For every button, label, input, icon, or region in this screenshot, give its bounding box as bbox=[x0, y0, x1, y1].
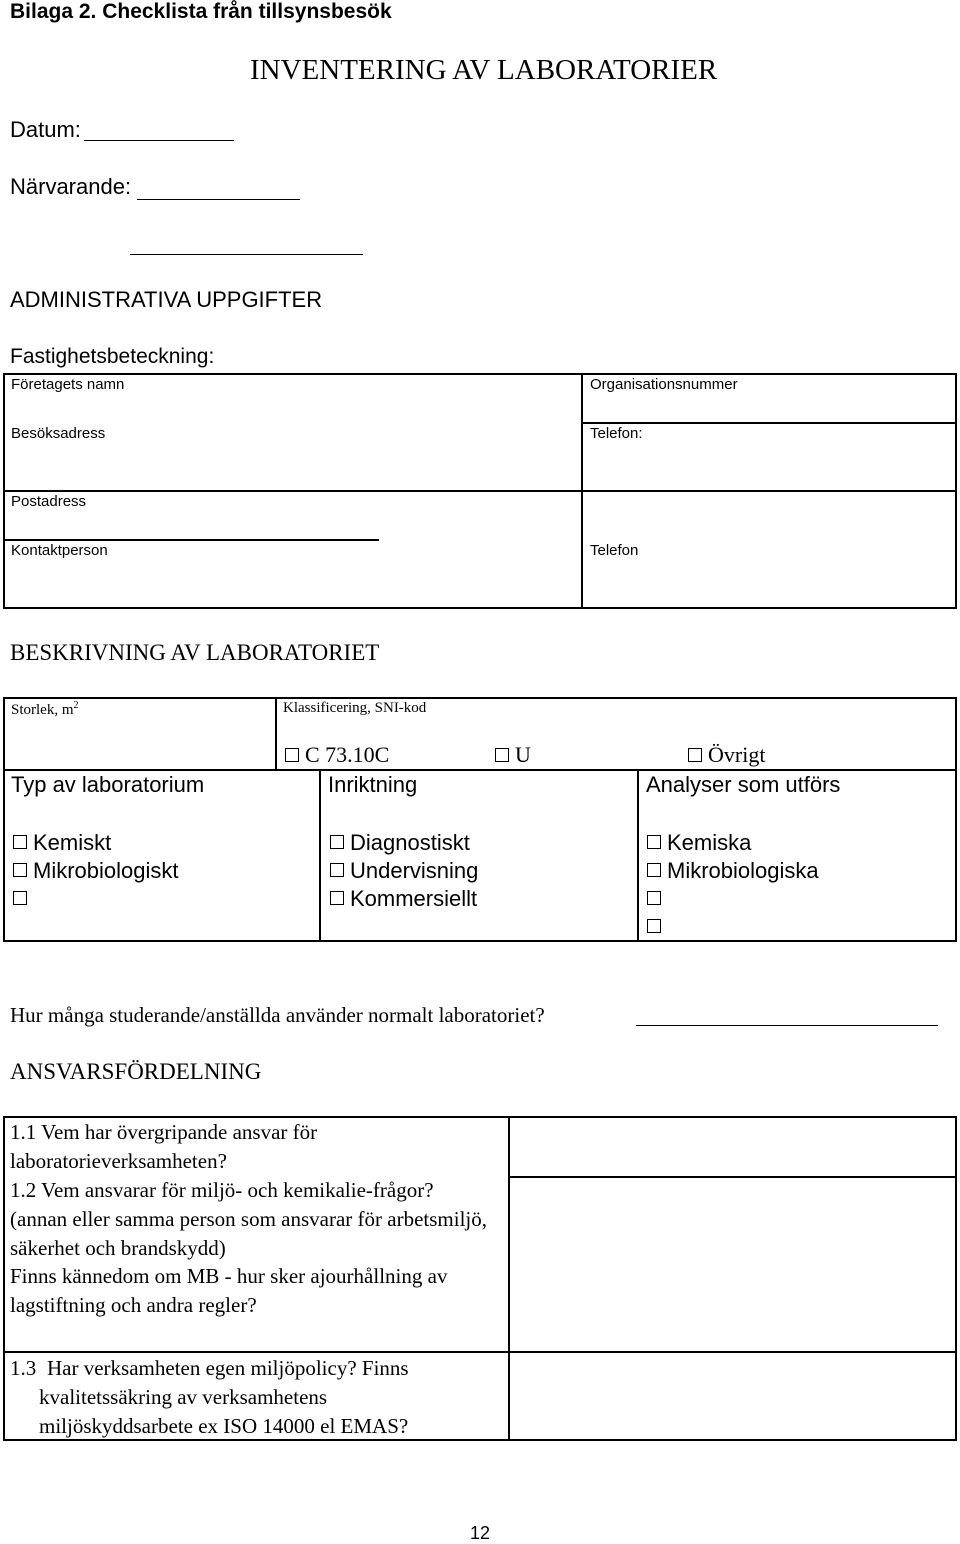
appendix-title: Bilaga 2. Checklista från tillsynsbesök bbox=[10, 0, 392, 23]
date-field-line[interactable] bbox=[84, 140, 234, 141]
analyses-option-blank-1[interactable] bbox=[647, 886, 667, 912]
size-label: Storlek, $m^2$ bbox=[11, 700, 79, 718]
contact-person-label: Kontaktperson bbox=[11, 542, 108, 559]
date-label: Datum: bbox=[10, 117, 81, 142]
direction-option-diagnostic[interactable]: Diagnostiskt bbox=[330, 830, 470, 856]
analyses-option-chemical[interactable]: Kemiska bbox=[647, 830, 751, 856]
type-option-blank[interactable] bbox=[13, 886, 33, 912]
lab-table bbox=[3, 697, 957, 942]
lab-row-line bbox=[3, 769, 957, 771]
responsibility-row-line-2 bbox=[3, 1351, 957, 1353]
responsibility-row-line-1 bbox=[508, 1176, 957, 1178]
checkbox-icon[interactable] bbox=[13, 835, 27, 849]
lab-heading: BESKRIVNING AV LABORATORIET bbox=[10, 640, 380, 665]
lab-type-header: Typ av laboratorium bbox=[11, 772, 205, 797]
direction-option-teaching[interactable]: Undervisning bbox=[330, 858, 478, 884]
direction-header: Inriktning bbox=[328, 772, 418, 797]
type-option-microbio[interactable]: Mikrobiologiskt bbox=[13, 858, 179, 884]
checkbox-icon[interactable] bbox=[647, 919, 661, 933]
present-field-line-1[interactable] bbox=[137, 199, 300, 200]
direction-option-commercial[interactable]: Kommersiellt bbox=[330, 886, 477, 912]
checkbox-icon[interactable] bbox=[647, 835, 661, 849]
lab-size-divider bbox=[275, 697, 277, 770]
postal-address-label: Postadress bbox=[11, 493, 87, 510]
checkbox-icon[interactable] bbox=[647, 891, 661, 905]
checkbox-icon[interactable] bbox=[688, 748, 702, 762]
checkbox-icon[interactable] bbox=[330, 835, 344, 849]
visit-address-label: Besöksadress bbox=[11, 425, 106, 442]
phone-label-2: Telefon bbox=[590, 542, 639, 559]
property-label: Fastighetsbeteckning: bbox=[10, 345, 215, 368]
present-label: Närvarande: bbox=[10, 174, 132, 199]
analyses-header: Analyser som utförs bbox=[646, 772, 841, 797]
analyses-option-microbio[interactable]: Mikrobiologiska bbox=[647, 858, 819, 884]
lab-col-divider-2 bbox=[637, 769, 639, 942]
checkbox-icon[interactable] bbox=[495, 748, 509, 762]
admin-row-line-3 bbox=[3, 539, 379, 541]
responsibility-divider bbox=[508, 1116, 510, 1441]
checkbox-icon[interactable] bbox=[13, 863, 27, 877]
checkbox-icon[interactable] bbox=[647, 863, 661, 877]
count-question: Hur många studerande/anställda använder normalt laboratoriet? bbox=[10, 1003, 545, 1027]
analyses-option-blank-2[interactable] bbox=[647, 914, 667, 940]
admin-row-line-1 bbox=[581, 422, 957, 424]
class-option-u[interactable]: U bbox=[495, 742, 531, 768]
checkbox-icon[interactable] bbox=[330, 891, 344, 905]
question-1-3-number: 1.3 bbox=[10, 1356, 37, 1380]
count-answer-line[interactable] bbox=[636, 1025, 938, 1026]
classification-label: Klassificering, SNI-kod bbox=[283, 700, 427, 716]
class-option-c7310c[interactable]: C 73.10C bbox=[285, 742, 389, 768]
present-field-line-2[interactable] bbox=[130, 254, 363, 255]
checkbox-icon[interactable] bbox=[13, 891, 27, 905]
class-option-other[interactable]: Övrigt bbox=[688, 742, 765, 768]
main-title: INVENTERING AV LABORATORIER bbox=[250, 54, 718, 86]
admin-heading: ADMINISTRATIVA UPPGIFTER bbox=[10, 287, 323, 312]
question-1-2: 1.2 Vem ansvarar för miljö- och kemikalie-frågor?(annan eller samma person som ansvarar för arbetsmiljö, säkerhet och brandskydd) bbox=[10, 1178, 488, 1260]
question-1-1: 1.1 Vem har övergripande ansvar för laboratorieverksamheten? bbox=[10, 1120, 318, 1173]
phone-label-1: Telefon: bbox=[590, 425, 643, 442]
company-name-label: Företagets namn bbox=[11, 376, 125, 393]
size-superscript: 2 bbox=[73, 700, 79, 711]
type-option-chemical[interactable]: Kemiskt bbox=[13, 830, 111, 856]
checkbox-icon[interactable] bbox=[285, 748, 299, 762]
admin-row-line-2 bbox=[3, 490, 957, 492]
page-number: 12 bbox=[470, 1523, 491, 1543]
question-1-2b: Finns kännedom om MB - hur sker ajourhållning av lagstiftning och andra regler? bbox=[10, 1264, 448, 1317]
responsibility-heading: ANSVARSFÖRDELNING bbox=[10, 1059, 262, 1084]
org-number-label: Organisationsnummer bbox=[590, 376, 738, 393]
checkbox-icon[interactable] bbox=[330, 863, 344, 877]
lab-col-divider-1 bbox=[319, 769, 321, 942]
question-1-3: Har verksamheten egen miljöpolicy? Finns kvalitetssäkring av verksamhetens miljöskyddsarbete ex ISO 14000 el EMAS? bbox=[39, 1356, 409, 1438]
